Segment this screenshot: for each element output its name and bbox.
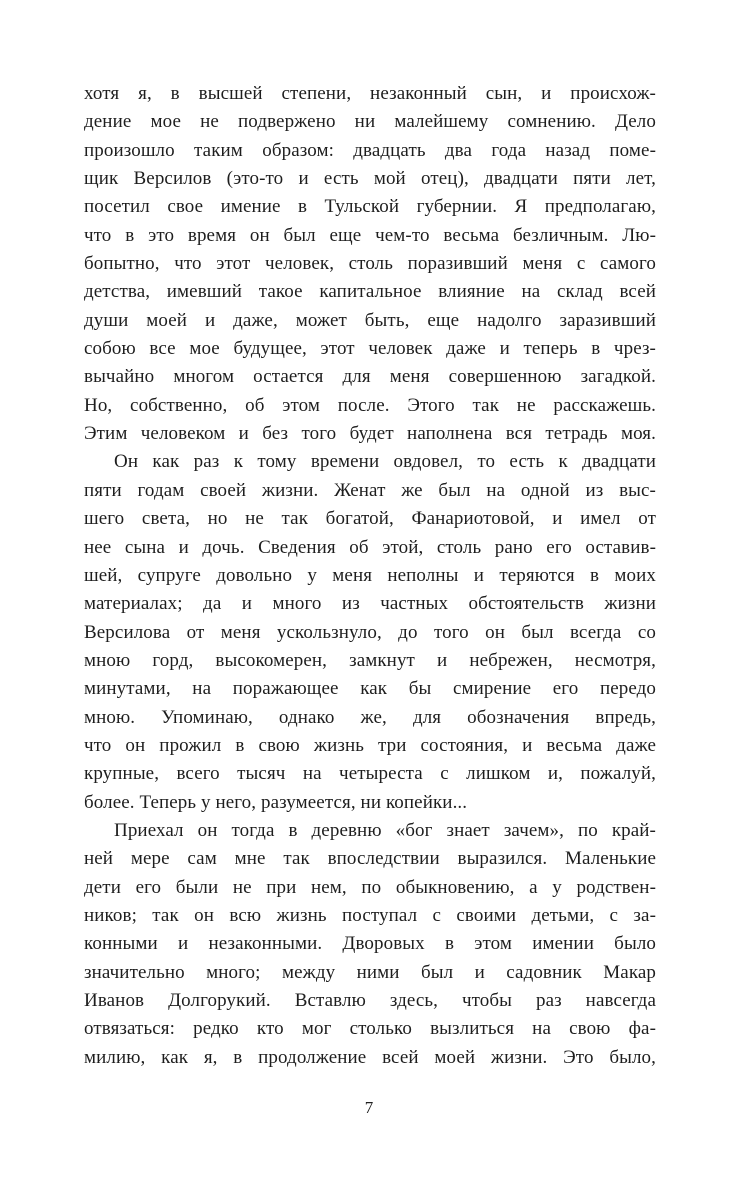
text-line: значительно много; между ними был и садовник Макар [84, 961, 656, 983]
text-line: что он прожил в свою жизнь три состояния, и весьма даже [84, 734, 656, 756]
paragraph [84, 80, 656, 448]
text-line: отвязаться: редко кто мог столько вызлиться на свою фа- [84, 1018, 656, 1040]
text-line: щик Версилов (это-то и есть мой отец), двадцати пяти лет, [84, 168, 656, 190]
text-line: материалах; да и много из частных обстоятельств жизни [84, 593, 656, 615]
paragraph [84, 448, 656, 816]
text-line: Приехал он тогда в деревню «бог знает зачем», по край- [114, 819, 656, 841]
text-line: конными и незаконными. Дворовых в этом имении было [84, 933, 656, 955]
text-line: дети его были не при нем, по обыкновению, а у родствен- [84, 876, 656, 898]
text-line: Он как раз к тому времени овдовел, то есть к двадцати [114, 451, 656, 473]
text-line: нее сына и дочь. Сведения об этой, столь рано его оставив- [84, 536, 656, 558]
paragraph [84, 817, 656, 1072]
text-line: мною горд, высокомерен, замкнут и небрежен, несмотря, [84, 649, 656, 671]
text-line: посетил свое имение в Тульской губернии. Я предполагаю, [84, 196, 656, 218]
text-line: дение мое не подвержено ни малейшему сомнению. Дело [84, 111, 656, 133]
text-line: шей, супруге довольно у меня неполны и теряются в моих [84, 564, 656, 586]
text-line: минутами, на поражающее как бы смирение его передо [84, 678, 656, 700]
text-line: вычайно многом остается для меня совершенною загадкой. [84, 366, 656, 388]
text-line: произошло таким образом: двадцать два года назад поме- [84, 139, 656, 161]
text-line: Иванов Долгорукий. Вставлю здесь, чтобы раз навсегда [84, 990, 656, 1011]
text-line: собою все мое будущее, этот человек даже и теперь в чрез- [84, 338, 656, 360]
text-line: ников; так он всю жизнь поступал с своими детьми, с за- [84, 904, 656, 926]
page-number: 7 [364, 1098, 374, 1117]
text-line: что в это время он был еще чем-то весьма безличным. Лю- [84, 224, 656, 246]
text-line: Этим человеком и без того будет наполнена вся тетрадь моя. [84, 423, 656, 445]
text-line: мною. Упоминаю, однако же, для обозначения впредь, [84, 706, 656, 728]
text-line: шего света, но не так богатой, Фанариотовой, и имел от [84, 508, 656, 530]
text-line: милию, как я, в продолжение всей моей жизни. Это было, [84, 1046, 656, 1068]
text-line: бопытно, что этот человек, столь поразивший меня с самого [84, 253, 656, 275]
text-line: ней мере сам мне так впоследствии выразился. Маленькие [84, 848, 656, 870]
text-line: крупные, всего тысяч на четыреста с лишком и, пожалуй, [84, 763, 656, 785]
text-line: Но, собственно, об этом после. Этого так не расскажешь. [84, 394, 656, 416]
text-block [84, 80, 656, 1072]
text-line: пяти годам своей жизни. Женат же был на одной из выс- [84, 479, 656, 501]
text-line: более. Теперь у него, разумеется, ни копейки... [84, 791, 468, 813]
text-line: хотя я, в высшей степени, незаконный сын, и происхож- [84, 83, 656, 104]
text-line: детства, имевший такое капитальное влияние на склад всей [84, 281, 656, 303]
text-line: Версилова от меня ускользнуло, до того он был всегда со [84, 621, 656, 643]
text-line: души моей и даже, может быть, еще надолго заразивший [84, 309, 656, 331]
